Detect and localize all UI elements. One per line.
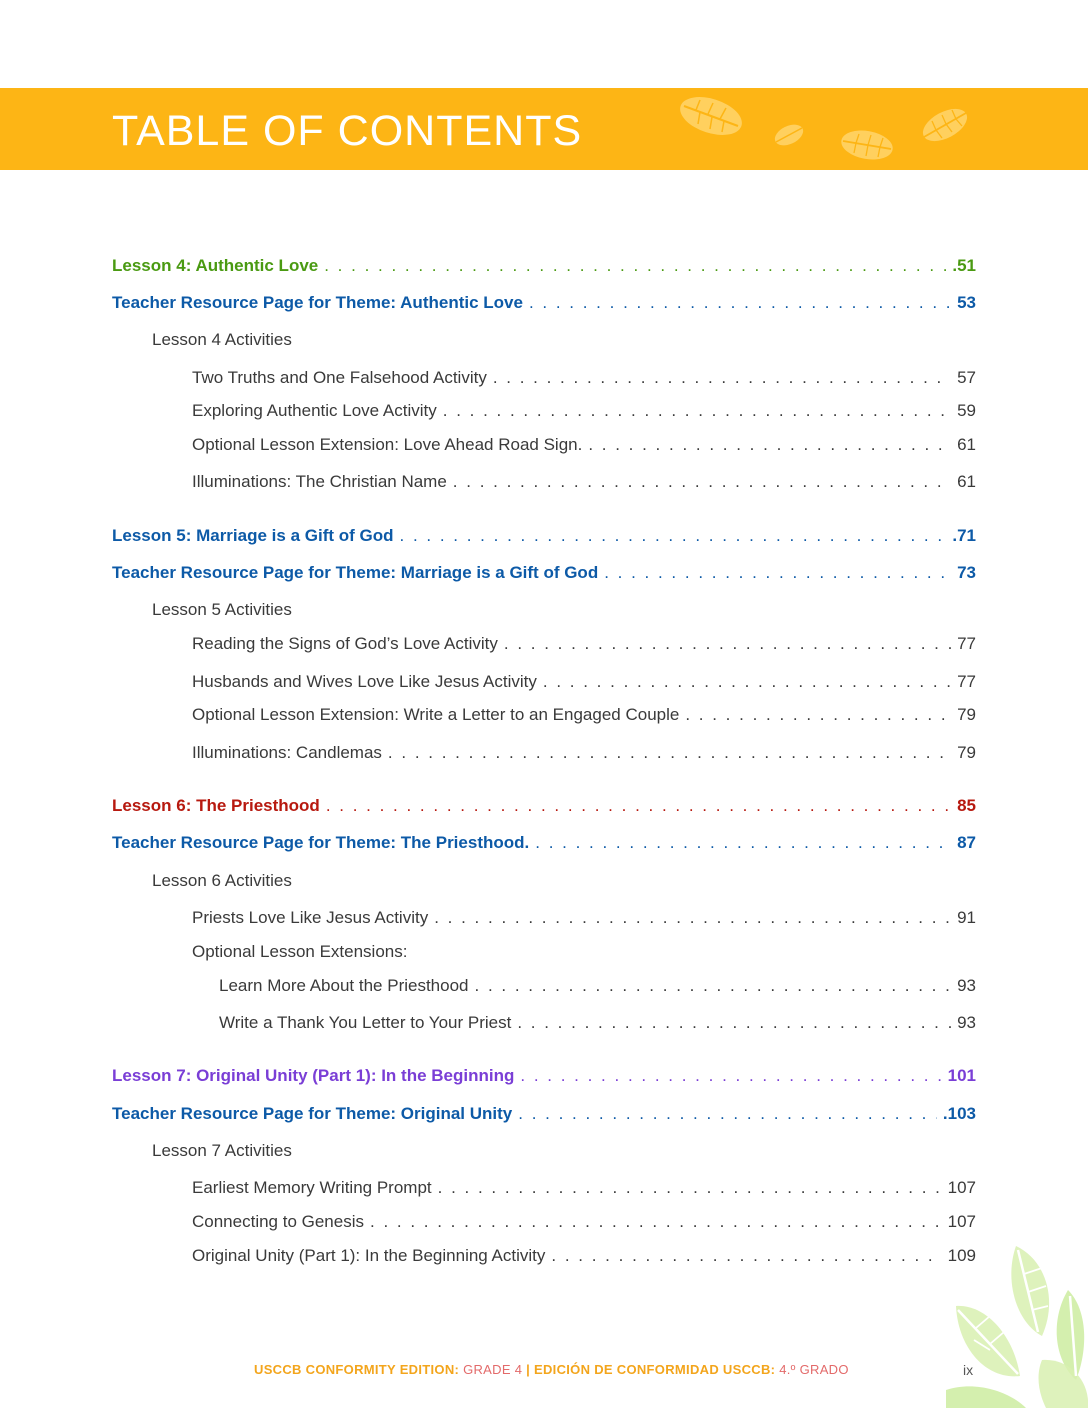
toc-title: Illuminations: The Christian Name (192, 472, 447, 491)
toc-lesson-heading[interactable] (112, 1064, 976, 1088)
dot-leader (517, 1011, 951, 1035)
dot-leader (543, 670, 951, 694)
page-number: ix (963, 1362, 974, 1378)
toc-entry[interactable] (192, 366, 976, 390)
footer-edition-en: USCCB CONFORMITY EDITION: (254, 1362, 460, 1377)
dot-leader (326, 794, 951, 818)
toc-page-number: 57 (957, 368, 976, 387)
toc-page-number: 59 (957, 401, 976, 420)
toc-activities-group (152, 598, 976, 622)
toc-title: Optional Lesson Extension: Love Ahead Road Sign. (192, 435, 583, 454)
toc-title: Teacher Resource Page for Theme: The Priesthood. (112, 833, 530, 852)
toc-entry[interactable] (192, 906, 976, 930)
toc-page-number: 93 (957, 976, 976, 995)
toc-title: Teacher Resource Page for Theme: Authentic Love (112, 293, 523, 312)
toc-title: Connecting to Genesis (192, 1212, 364, 1231)
toc-page-number: 101 (947, 1066, 976, 1085)
toc-title: Write a Thank You Letter to Your Priest (219, 1013, 512, 1032)
toc-entry[interactable] (192, 433, 976, 457)
toc-resource-heading[interactable] (112, 831, 976, 855)
dot-leader (475, 974, 952, 998)
dot-leader (434, 906, 951, 930)
dot-leader (400, 524, 947, 548)
dot-leader (518, 1102, 937, 1126)
toc-page-number: 61 (957, 472, 976, 491)
toc-page-number: 107 (947, 1212, 976, 1231)
toc-page-number: .51 (952, 256, 976, 275)
dot-leader (438, 1176, 942, 1200)
toc-activities-group (152, 869, 976, 893)
toc-title: Lesson 6: The Priesthood (112, 796, 320, 815)
toc-page-number: .103 (942, 1104, 976, 1123)
toc-title: Original Unity (Part 1): In the Beginning Activity (192, 1246, 546, 1265)
toc-entry[interactable] (192, 741, 976, 765)
toc-title: Lesson 4: Authentic Love (112, 256, 319, 275)
leaf-icon (838, 126, 896, 164)
toc-title: Exploring Authentic Love Activity (192, 401, 437, 420)
toc-entry[interactable] (192, 1210, 976, 1234)
toc-lesson-heading[interactable] (112, 254, 976, 278)
toc-title: Two Truths and One Falsehood Activity (192, 368, 487, 387)
dot-leader (504, 632, 951, 656)
toc-title: Learn More About the Priesthood (219, 976, 469, 995)
dot-leader (388, 741, 951, 765)
dot-leader (551, 1244, 941, 1268)
footer-separator: | (522, 1362, 535, 1377)
toc-title: Optional Lesson Extensions: (192, 942, 408, 961)
toc-entry[interactable] (192, 703, 976, 727)
leaf-icon (918, 104, 972, 146)
toc-title: Lesson 4 Activities (152, 330, 292, 349)
toc-title: Lesson 5 Activities (152, 600, 292, 619)
dot-leader (493, 366, 951, 390)
toc-lesson-heading[interactable] (112, 524, 976, 548)
footer-edition (254, 1361, 934, 1379)
toc-lesson-heading[interactable] (112, 794, 976, 818)
toc-page-number: 109 (947, 1246, 976, 1265)
dot-leader (535, 831, 951, 855)
toc-page-number: 85 (957, 796, 976, 815)
toc-page-number: 77 (957, 672, 976, 691)
toc-page-number: 93 (957, 1013, 976, 1032)
page-title: TABLE OF CONTENTS (112, 107, 583, 155)
toc-entry[interactable] (192, 399, 976, 423)
toc-title: Earliest Memory Writing Prompt (192, 1178, 432, 1197)
toc-page-number: 53 (957, 293, 976, 312)
toc-page-number: 107 (947, 1178, 976, 1197)
toc-activities-group (152, 328, 976, 352)
toc-title: Teacher Resource Page for Theme: Original Unity (112, 1104, 513, 1123)
toc-page-number: 87 (957, 833, 976, 852)
leaf-icon (676, 92, 746, 140)
footer-edition-es: EDICIÓN DE CONFORMIDAD USCCB: (534, 1362, 776, 1377)
toc-page-number: 91 (957, 908, 976, 927)
dot-leader (685, 703, 951, 727)
toc-title: Lesson 7: Original Unity (Part 1): In the Beginning (112, 1066, 515, 1085)
toc-activities-group (152, 1139, 976, 1163)
toc-page-number: 77 (957, 634, 976, 653)
toc-title: Illuminations: Candlemas (192, 743, 382, 762)
toc-entry[interactable] (192, 670, 976, 694)
toc-entry[interactable] (192, 1244, 976, 1268)
dot-leader (324, 254, 946, 278)
footer-grade-en: GRADE 4 (459, 1362, 523, 1377)
toc-entry[interactable] (192, 632, 976, 656)
toc-page-number: 73 (957, 563, 976, 582)
footer-grade-es: 4.º GRADO (775, 1362, 849, 1377)
toc-title: Husbands and Wives Love Like Jesus Activity (192, 672, 537, 691)
toc-title: Lesson 6 Activities (152, 871, 292, 890)
dot-leader (443, 399, 951, 423)
dot-leader (453, 470, 951, 494)
toc-title: Optional Lesson Extension: Write a Letter to an Engaged Couple (192, 705, 680, 724)
leaf-cluster-icon (946, 1240, 1088, 1408)
toc-entry[interactable] (192, 1176, 976, 1200)
dot-leader (370, 1210, 942, 1234)
toc-entry[interactable] (192, 470, 976, 494)
dot-leader (588, 433, 951, 457)
dot-leader (529, 291, 951, 315)
toc-title: Lesson 5: Marriage is a Gift of God (112, 526, 394, 545)
toc-page-number: .71 (952, 526, 976, 545)
toc-entry[interactable] (219, 1011, 976, 1035)
toc-resource-heading[interactable] (112, 1102, 976, 1126)
toc-resource-heading[interactable] (112, 291, 976, 315)
toc-title: Priests Love Like Jesus Activity (192, 908, 429, 927)
toc-subgroup (192, 940, 976, 964)
toc-resource-heading[interactable] (112, 561, 976, 585)
toc-title: Teacher Resource Page for Theme: Marriage is a Gift of God (112, 563, 599, 582)
dot-leader (604, 561, 951, 585)
toc-page-number: 79 (957, 705, 976, 724)
leaf-icon (772, 122, 806, 148)
toc-page-number: 79 (957, 743, 976, 762)
toc-page-number: 61 (957, 435, 976, 454)
toc-entry[interactable] (219, 974, 976, 998)
toc-title: Lesson 7 Activities (152, 1141, 292, 1160)
toc-title: Reading the Signs of God’s Love Activity (192, 634, 498, 653)
dot-leader (520, 1064, 941, 1088)
